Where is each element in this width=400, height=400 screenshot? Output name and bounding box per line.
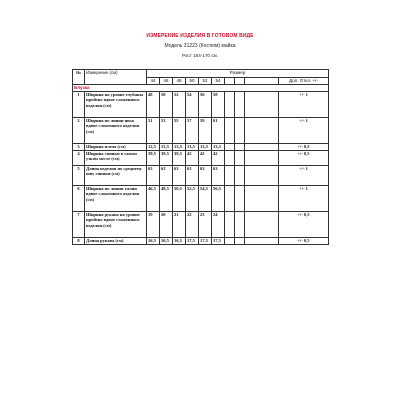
tolerance-value: +/- 1: [279, 186, 329, 212]
empty-cell: [225, 238, 235, 245]
size-header: 54: [212, 78, 225, 85]
size-value: 20: [160, 212, 173, 238]
header-row: [73, 70, 329, 78]
tolerance-value: +/- 1: [279, 166, 329, 186]
size-value: 42: [186, 151, 199, 166]
size-value: 13,5: [212, 144, 225, 151]
table-row: [73, 144, 329, 151]
size-value: 52: [173, 92, 186, 118]
size-value: 46,5: [147, 186, 160, 212]
empty-cell: [235, 212, 245, 238]
size-value: 63: [212, 166, 225, 186]
empty-cell: [245, 78, 279, 85]
table-row: [73, 118, 329, 144]
size-value: 22: [186, 212, 199, 238]
tolerance-value: +/- 0,5: [279, 144, 329, 151]
size-value: 57: [186, 118, 199, 144]
size-value: 63: [186, 166, 199, 186]
measurement-table: [72, 69, 329, 245]
col-no-header: №: [73, 70, 85, 85]
empty-cell: [225, 92, 235, 118]
size-value: 17,5: [199, 238, 212, 245]
document-title: ИЗМЕРЕНИЕ ИЗДЕЛИЯ В ГОТОВОМ ВИДЕ: [146, 33, 254, 39]
table-row: [73, 238, 329, 245]
size-value: 63: [160, 166, 173, 186]
measurement-name: Ширина спинки в самом узком месте (см): [85, 151, 147, 166]
measurement-name: Ширина по линии низа вдвое сложенного изделия (см): [85, 118, 147, 144]
measurement-name: Ширина на уровне глубины проймы вдвое сложенного изделия (см): [85, 92, 147, 118]
size-value: 39,5: [173, 151, 186, 166]
tolerance-value: +/- 0,5: [279, 238, 329, 245]
row-number: 7: [73, 212, 85, 238]
size-header: 48: [173, 78, 186, 85]
empty-cell: [245, 92, 279, 118]
empty-cell: [235, 166, 245, 186]
empty-cell: [235, 151, 245, 166]
empty-cell: [245, 118, 279, 144]
measurement-name: Длина изделия по среднему шву спинки (см): [85, 166, 147, 186]
empty-cell: [235, 144, 245, 151]
row-number: 8: [73, 238, 85, 245]
empty-cell: [245, 212, 279, 238]
size-value: 48,5: [160, 186, 173, 212]
size-header: 46: [160, 78, 173, 85]
row-number: 6: [73, 186, 85, 212]
section-row: [73, 85, 329, 92]
tolerance-value: +/- 0,5: [279, 212, 329, 238]
size-value: 53: [160, 118, 173, 144]
size-value: 23: [199, 212, 212, 238]
col-measure-header: Измерение (см): [85, 70, 147, 85]
size-value: 54,5: [199, 186, 212, 212]
tolerance-header: Доп. Откл. +/-: [279, 78, 329, 85]
size-value: 61: [212, 118, 225, 144]
row-number: 4: [73, 151, 85, 166]
empty-cell: [245, 166, 279, 186]
tolerance-value: +/- 1: [279, 92, 329, 118]
size-header: 52: [199, 78, 212, 85]
size-value: 63: [147, 166, 160, 186]
tolerance-value: +/- 0,5: [279, 151, 329, 166]
size-value: 13,5: [186, 144, 199, 151]
size-value: 50: [160, 92, 173, 118]
size-value: 13,5: [199, 144, 212, 151]
size-value: 12,5: [160, 144, 173, 151]
size-value: 16,5: [160, 238, 173, 245]
size-value: 17,5: [212, 238, 225, 245]
empty-cell: [235, 92, 245, 118]
section-label: Блузка: [73, 85, 329, 92]
size-value: 16,5: [173, 238, 186, 245]
size-value: 39,5: [147, 151, 160, 166]
size-value: 50,5: [173, 186, 186, 212]
measurement-name: Ширина по линии талии вдвое сложенного изделия (см): [85, 186, 147, 212]
size-header: 50: [186, 78, 199, 85]
row-number: 5: [73, 166, 85, 186]
empty-cell: [235, 186, 245, 212]
table-row: [73, 92, 329, 118]
size-value: 16,5: [147, 238, 160, 245]
size-value: 48: [147, 92, 160, 118]
tolerance-value: +/- 1: [279, 118, 329, 144]
empty-cell: [225, 118, 235, 144]
empty-cell: [245, 238, 279, 245]
size-value: 63: [199, 166, 212, 186]
empty-cell: [235, 238, 245, 245]
size-value: 42: [212, 151, 225, 166]
empty-cell: [245, 144, 279, 151]
size-value: 56: [199, 92, 212, 118]
size-value: 54: [186, 92, 199, 118]
row-number: 1: [73, 92, 85, 118]
empty-cell: [225, 186, 235, 212]
size-value: 63: [173, 166, 186, 186]
size-value: 59: [199, 118, 212, 144]
row-number: 3: [73, 144, 85, 151]
size-value: 39,5: [160, 151, 173, 166]
empty-cell: [225, 151, 235, 166]
table-row: [73, 166, 329, 186]
measurement-name: Ширина плеча (см): [85, 144, 147, 151]
size-value: 19: [147, 212, 160, 238]
table-row: [73, 151, 329, 166]
empty-cell: [235, 78, 245, 85]
empty-cell: [245, 151, 279, 166]
empty-cell: [225, 78, 235, 85]
size-value: 56,5: [212, 186, 225, 212]
size-value: 17,5: [186, 238, 199, 245]
height-range: Рост 164-170 см.: [182, 53, 218, 58]
size-value: 21: [173, 212, 186, 238]
size-value: 51: [147, 118, 160, 144]
table-body: [73, 70, 329, 245]
size-value: 42: [199, 151, 212, 166]
size-value: 12,5: [147, 144, 160, 151]
size-value: 13,5: [173, 144, 186, 151]
model-name: Модель 31223 (Костюм) майка: [164, 43, 236, 49]
table-row: [73, 186, 329, 212]
size-value: 24: [212, 212, 225, 238]
size-value: 52,5: [186, 186, 199, 212]
empty-cell: [245, 186, 279, 212]
size-header: 44: [147, 78, 160, 85]
empty-cell: [225, 212, 235, 238]
table-row: [73, 212, 329, 238]
empty-cell: [225, 166, 235, 186]
measurement-name: Длина рукава (см): [85, 238, 147, 245]
measurement-name: Ширина рукава на уровне проймы вдвое сложенного изделия (см): [85, 212, 147, 238]
size-value: 55: [173, 118, 186, 144]
empty-cell: [225, 144, 235, 151]
row-number: 2: [73, 118, 85, 144]
col-size-header: Размер: [147, 70, 329, 78]
size-value: 58: [212, 92, 225, 118]
empty-cell: [235, 118, 245, 144]
